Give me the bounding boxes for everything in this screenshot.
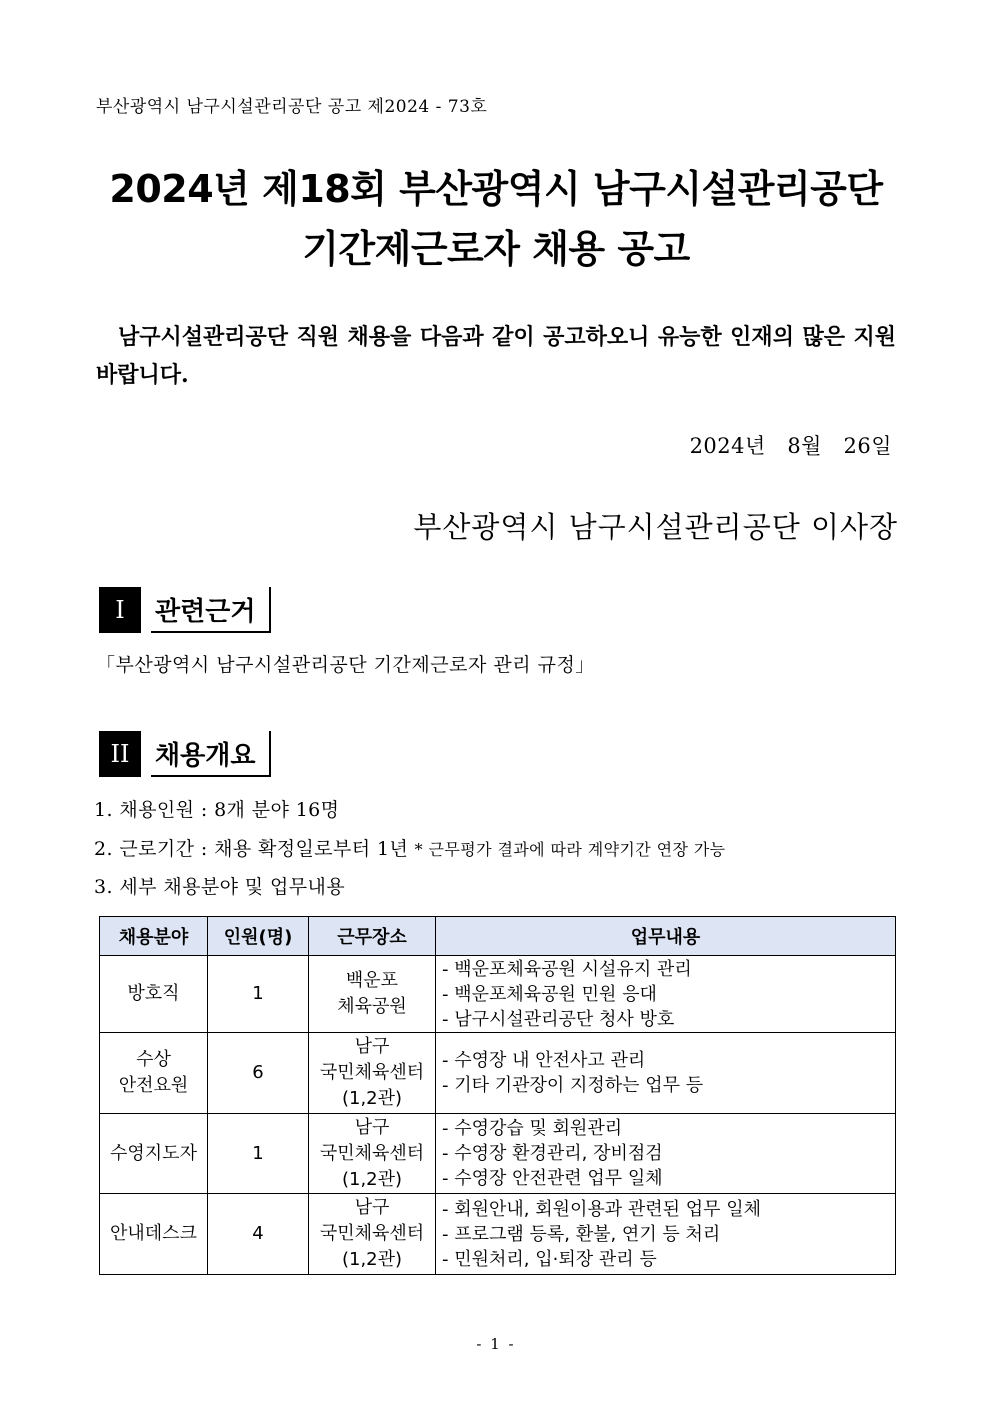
place-line: 국민체육센터 [319, 1223, 425, 1244]
field-cell [100, 956, 208, 1033]
section-heading-basis [99, 587, 271, 633]
column-header: 근무장소 [309, 917, 436, 956]
duties-cell [436, 956, 896, 1033]
field-cell [100, 1194, 208, 1275]
column-header: 업무내용 [436, 917, 896, 956]
place-line: 남구 [354, 1197, 390, 1218]
table-row [100, 1033, 896, 1114]
intro-text: 남구시설관리공단 직원 채용을 다음과 같이 공고하오니 유능한 인재의 많은 지원 바랍니다. [96, 324, 896, 388]
place-line: 국민체육센터 [319, 1142, 425, 1164]
legal-basis: 「부산광역시 남구시설관리공단 기간제근로자 관리 규정」 [96, 654, 595, 676]
notice-date: 2024년 8월 26일 [689, 434, 892, 458]
place-line: 국민체육센터 [319, 1062, 425, 1083]
section-heading-overview [99, 731, 271, 777]
place-line: (1,2관) [341, 1088, 403, 1109]
place-line: 남구 [354, 1036, 390, 1057]
duty-line: - 수영장 안전관련 업무 일체 [442, 1168, 663, 1189]
intro-paragraph [96, 318, 896, 394]
place-line: 남구 [354, 1116, 390, 1138]
duties-cell [436, 1033, 896, 1114]
duty-line: - 프로그램 등록, 환불, 연기 등 처리 [442, 1223, 721, 1245]
page-number: - 1 - [476, 1335, 516, 1353]
place-line: (1,2관) [341, 1249, 403, 1270]
section-title: 관련근거 [151, 587, 271, 633]
overview-item: 1. 채용인원 : 8개 분야 16명 [94, 799, 340, 821]
page-title-line2: 기간제근로자 채용 공고 [302, 227, 690, 271]
place-line: 백운포 [345, 970, 399, 991]
place-cell [309, 956, 436, 1033]
field-line: 수영지도자 [110, 1142, 197, 1164]
duty-line: - 남구시설관리공단 청사 방호 [442, 1008, 675, 1030]
column-header: 채용분야 [100, 917, 208, 956]
count-cell: 4 [208, 1194, 309, 1275]
duty-line: - 기타 기관장이 지정하는 업무 등 [442, 1075, 704, 1096]
column-header: 인원(명) [208, 917, 309, 956]
section-number: II [99, 731, 141, 777]
page-title-line1: 2024년 제18회 부산광역시 남구시설관리공단 [109, 167, 883, 211]
duties-cell [436, 1194, 896, 1275]
place-cell [309, 1114, 436, 1194]
duty-line: - 수영강습 및 회원관리 [442, 1118, 623, 1139]
duty-line: - 민원처리, 입·퇴장 관리 등 [442, 1248, 657, 1270]
overview-item: 3. 세부 채용분야 및 업무내용 [94, 876, 345, 898]
duties-cell [436, 1114, 896, 1194]
overview-item [94, 834, 726, 861]
signer: 부산광역시 남구시설관리공단 이사장 [413, 510, 898, 544]
duty-line: - 수영장 내 안전사고 관리 [442, 1050, 646, 1071]
overview-item-note: * 근무평가 결과에 따라 계약기간 연장 가능 [414, 840, 726, 859]
table-row [100, 1114, 896, 1194]
section-title: 채용개요 [151, 731, 271, 777]
place-cell [309, 1033, 436, 1114]
field-cell [100, 1033, 208, 1114]
notice-reference-number: 부산광역시 남구시설관리공단 공고 제2024 - 73호 [96, 97, 488, 117]
section-number: I [99, 587, 141, 633]
count-cell: 6 [208, 1033, 309, 1114]
place-cell [309, 1194, 436, 1275]
place-line: 체육공원 [337, 996, 407, 1017]
count-cell: 1 [208, 956, 309, 1033]
duty-line: - 수영장 환경관리, 장비점검 [442, 1143, 663, 1164]
field-line: 안내데스크 [110, 1223, 197, 1244]
duty-line: - 백운포체육공원 시설유지 관리 [442, 958, 692, 980]
table-row [100, 1194, 896, 1275]
duty-line: - 회원안내, 회원이용과 관련된 업무 일체 [442, 1198, 762, 1220]
recruitment-table [99, 916, 896, 1275]
table-row [100, 956, 896, 1033]
field-cell [100, 1114, 208, 1194]
place-line: (1,2관) [341, 1168, 403, 1190]
overview-item-text: 2. 근로기간 : 채용 확정일로부터 1년 [94, 838, 409, 860]
field-line: 안전요원 [118, 1075, 189, 1096]
count-cell: 1 [208, 1114, 309, 1194]
duty-line: - 백운포체육공원 민원 응대 [442, 983, 657, 1005]
field-line: 방호직 [127, 983, 180, 1004]
table-header-row [100, 917, 896, 956]
field-line: 수상 [136, 1049, 171, 1070]
